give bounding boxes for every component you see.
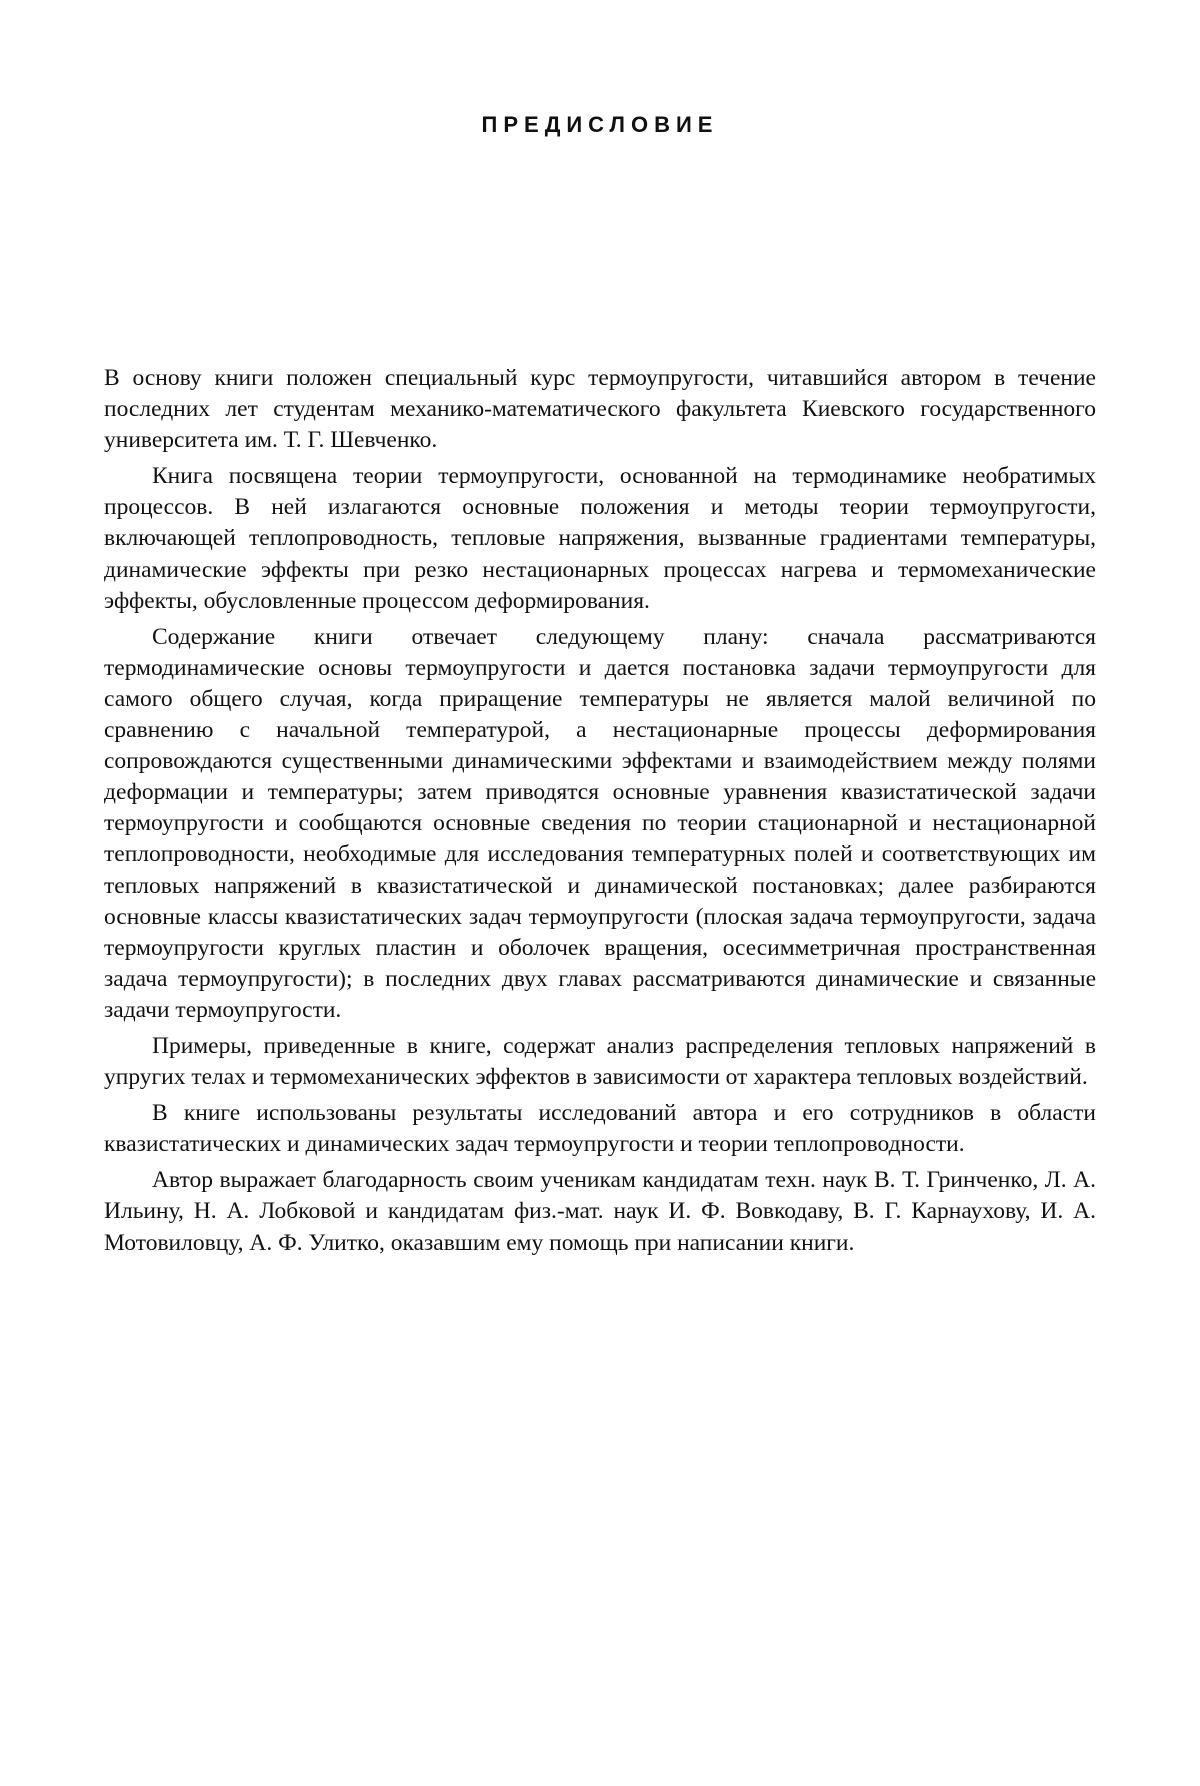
paragraph-3: Содержание книги отвечает следующему плану: сначала рассматриваются термодинамические основы термоупругости и дается постановка задачи термоупругости для самого общего случая, когда приращение температуры не является малой величиной по сравнению с начальной температурой, а нестационарные процессы деформирования сопровождаются существенными динамическими эффектами и взаимодействием между полями деформации и температуры; затем приводятся основные уравнения квазистатической задачи термоупругости и сообщаются основные сведения по теории стационарной и нестационарной теплопроводности, необходимые для исследования температурных полей и соответствующих им тепловых напряжений в квазистатической и динамической постановках; далее разбираются основные классы квазистатических задач термоупругости (плоская задача термоупругости, задача термоупругости круглых пластин и оболочек вращения, осесимметричная пространственная задача термоупругости); в последних двух главах рассматриваются динамические и связанные задачи термоупругости.: [104, 623, 1096, 1023]
paragraph-2: Книга посвящена теории термоупругости, основанной на термодинамике необратимых процессов. В ней излагаются основные положения и методы теории термоупругости, включающей теплопроводность, тепловые напряжения, вызванные градиентами температуры, динамические эффекты при резко нестационарных процессах нагрева и термомеханические эффекты, обусловленные процессом деформирования.: [104, 463, 1096, 614]
preface-body: [104, 363, 1096, 1259]
paragraph-5: В книге использованы результаты исследований автора и его сотрудников в области квазистатических и динамических задач термоупругости и теории теплопроводности.: [104, 1100, 1096, 1158]
paragraph-4: Примеры, приведенные в книге, содержат анализ распределения тепловых напряжений в упругих телах и термомеханических эффектов в зависимости от характера тепловых воздействий.: [104, 1032, 1096, 1091]
paragraph-6: Автор выражает благодарность своим ученикам кандидатам техн. наук В. Т. Гринченко, Л. А. Ильину, Н. А. Лобковой и кандидатам физ.-мат. наук И. Ф. Вовкодаву, В. Г. Карнаухову, И. А. Мотовиловцу, А. Ф. Улитко, оказавшим ему помощь при написании книги.: [104, 1167, 1096, 1256]
paragraph-1: В основу книги положен специальный курс термоупругости, читавшийся автором в течение последних лет студентам механико-математического факультета Киевского государственного университета им. Т. Г. Шевченко.: [104, 365, 1096, 454]
page-heading: ПРЕДИСЛОВИЕ: [481, 112, 719, 137]
